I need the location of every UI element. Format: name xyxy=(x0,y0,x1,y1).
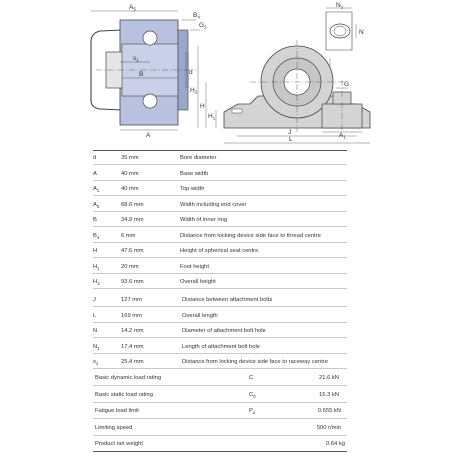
dimension-value: 68.6 mm xyxy=(121,201,144,208)
load-label: Basic static load rating xyxy=(95,391,153,398)
technical-drawing xyxy=(0,0,458,148)
load-label: Product net weight xyxy=(95,441,144,447)
dimension-symbol: N xyxy=(93,328,98,334)
dimension-description: Height of spherical seat centre xyxy=(180,248,259,254)
dimension-row xyxy=(93,197,347,212)
dimension-symbol: $A_5$ xyxy=(93,201,100,209)
load-symbol: $P_u$ xyxy=(249,408,256,416)
dimension-description: Width of inner ring xyxy=(180,217,228,223)
dimension-value: 40 mm xyxy=(121,186,139,192)
dimension-description: Base width xyxy=(180,170,209,177)
load-label: Fatigue load limit xyxy=(95,408,139,414)
dimension-description: Foot height xyxy=(180,263,210,270)
label-b: B xyxy=(139,71,144,78)
label-a5: $A_5$ xyxy=(129,4,136,12)
section-view xyxy=(91,11,200,130)
load-symbol: C xyxy=(249,375,254,381)
label-b4: $B_4$ xyxy=(193,12,200,20)
load-value: 15.3 kN xyxy=(319,391,339,398)
dimension-description: Bore diameter xyxy=(180,155,217,161)
label-j: J xyxy=(288,129,292,136)
load-value: 21.6 kN xyxy=(319,375,339,381)
dimension-description: Distance from locking device side face to raceway centre xyxy=(182,359,328,365)
dimension-symbol: $B_4$ xyxy=(93,232,100,240)
label-l: L xyxy=(289,136,293,143)
dimension-symbol: $A_1$ xyxy=(93,186,100,194)
dimension-row xyxy=(93,243,347,258)
dimension-symbol: $N_1$ xyxy=(93,343,100,351)
load-row xyxy=(93,436,347,452)
load-row xyxy=(93,420,347,436)
dimension-value: 14.2 mm xyxy=(121,328,144,334)
dimension-value: 35 mm xyxy=(121,155,139,161)
dimension-row xyxy=(93,181,347,196)
load-row xyxy=(93,370,347,386)
dimension-symbol: J xyxy=(93,297,96,303)
dimension-row xyxy=(93,166,347,181)
dimension-value: 25.4 mm xyxy=(121,359,144,365)
dimension-value: 169 mm xyxy=(121,312,142,319)
dimension-value: 20 mm xyxy=(121,263,139,270)
dimension-description: Width including end cover xyxy=(180,201,247,208)
label-h: H xyxy=(200,103,205,110)
dimension-symbol: H xyxy=(93,248,98,254)
bolt-hole-detail xyxy=(326,8,356,50)
load-row xyxy=(93,403,347,419)
load-label: Basic dynamic load rating xyxy=(95,375,162,381)
dimension-description: Top width xyxy=(180,186,205,192)
dimension-symbol: $s_1$ xyxy=(93,359,99,367)
label-a: A xyxy=(146,132,151,139)
ball-upper xyxy=(143,31,157,45)
label-d: d xyxy=(189,69,193,76)
dimension-description: Length of attachment bolt hole xyxy=(182,343,260,350)
dimension-description: Overall length xyxy=(182,312,218,319)
dimension-description: Diameter of attachment bolt hole xyxy=(182,328,266,334)
ball-lower xyxy=(143,94,157,108)
load-value: 500 r/min xyxy=(316,424,341,431)
dimension-value: 127 mm xyxy=(121,297,142,303)
dimension-value: 17.4 mm xyxy=(121,343,144,350)
load-symbol: $C_0$ xyxy=(249,391,256,399)
dimension-row xyxy=(93,339,347,354)
label-g: G xyxy=(344,81,350,88)
label-h2: $H_2$ xyxy=(190,87,198,95)
dimension-row xyxy=(93,212,347,227)
dimension-value: 34.9 mm xyxy=(121,217,144,223)
dimension-symbol: $H_2$ xyxy=(93,279,100,287)
load-label: Limiting speed xyxy=(95,424,133,431)
dimension-symbol: B xyxy=(93,217,97,223)
label-n: N xyxy=(359,29,364,36)
dimension-value: 93.6 mm xyxy=(121,279,144,285)
dimension-description: Overall height xyxy=(180,279,216,285)
dimension-value: 6 mm xyxy=(121,232,136,239)
label-n1: $N_1$ xyxy=(336,2,344,10)
dimension-symbol: d xyxy=(93,155,97,161)
dimension-row xyxy=(93,228,347,243)
dimension-description: Distance between attachment bolts xyxy=(182,297,273,303)
dimension-description: Distance from locking device side face to thread centre xyxy=(180,232,321,239)
dimension-row xyxy=(93,290,347,307)
bolt-hole-left xyxy=(232,109,242,113)
dimension-row xyxy=(93,354,347,369)
dimension-row xyxy=(93,323,347,338)
dimension-symbol: $H_1$ xyxy=(93,263,100,271)
label-s1: $s_1$ xyxy=(133,55,139,63)
dimension-row xyxy=(93,150,347,165)
dimension-row xyxy=(93,308,347,323)
dimension-value: 40 mm xyxy=(121,170,139,177)
load-value: 0.64 kg xyxy=(325,441,345,447)
dimension-value: 47.6 mm xyxy=(121,248,144,254)
dimension-symbol: L xyxy=(93,312,97,319)
label-h1: $H_1$ xyxy=(208,113,216,121)
load-row xyxy=(93,387,347,403)
dimension-row xyxy=(93,259,347,274)
label-g2: $G_2$ xyxy=(199,22,207,30)
label-a1: $A_1$ xyxy=(339,132,346,140)
load-value: 0.655 kN xyxy=(317,408,341,414)
dimension-row xyxy=(93,274,347,289)
dimension-symbol: A xyxy=(93,170,97,177)
